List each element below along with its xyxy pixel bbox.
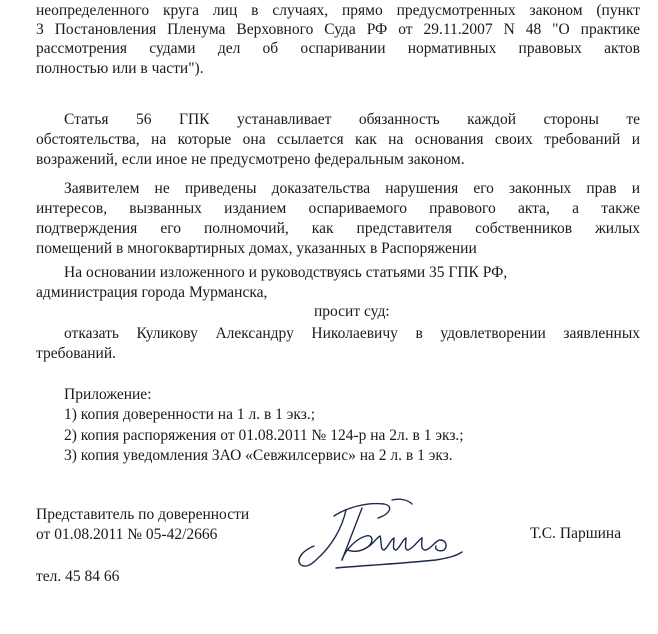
text-line: Заявителем не приведены доказательства нарушения его законных прав и [64, 180, 640, 197]
attachment-item: 1) копия доверенности на 1 л. в 1 экз.; [64, 406, 316, 423]
text-line: Статья 56 ГПК устанавливает обязанность каждой стороны те [64, 111, 640, 128]
text-line: интересов, вызванных изданием оспариваемого правового акта, а также [36, 200, 640, 217]
request-line: требований. [36, 345, 116, 362]
attachments-title: Приложение: [64, 386, 152, 403]
attachment-item: 3) копия уведомления ЗАО «Севжилсервис» на 2 л. в 1 экз. [64, 447, 453, 464]
text-line: обстоятельства, на которые она ссылается как на основания своих требований и [36, 131, 640, 148]
text-line: неопределенного круга лиц в случаях, прямо предусмотренных законом (пункт [36, 2, 640, 19]
signature-strokes [299, 499, 462, 568]
text-line: рассмотрения судами дел об оспаривании нормативных правовых актов [36, 40, 640, 57]
text-line: подтверждения его полномочий, как представителя собственников жилых [36, 220, 640, 237]
text-line: На основании изложенного и руководствуясь статьями 35 ГПК РФ, [64, 264, 508, 281]
text-line: возражений, если иное не предусмотрено федеральным законом. [36, 151, 465, 168]
signer-name: Т.С. Паршина [530, 525, 622, 542]
text-line: 3 Постановления Пленума Верховного Суда РФ от 29.11.2007 N 48 "О практике [36, 21, 640, 38]
attachment-item: 2) копия распоряжения от 01.08.2011 № 124-р на 2л. в 1 экз.; [64, 427, 464, 444]
text-line: полностью или в части"). [36, 60, 204, 77]
text-line: администрация города Мурманска, [36, 284, 268, 301]
handwritten-signature [286, 494, 486, 594]
request-heading: просит суд: [314, 303, 390, 320]
representative-line: от 01.08.2011 № 05-42/2666 [36, 526, 218, 543]
request-line: отказать Куликову Александру Николаевичу в удовлетворении заявленных [64, 325, 640, 342]
representative-line: Представитель по доверенности [36, 506, 250, 523]
text-line: помещений в многоквартирных домах, указанных в Распоряжении [36, 240, 477, 257]
phone-line: тел. 45 84 66 [36, 568, 120, 585]
